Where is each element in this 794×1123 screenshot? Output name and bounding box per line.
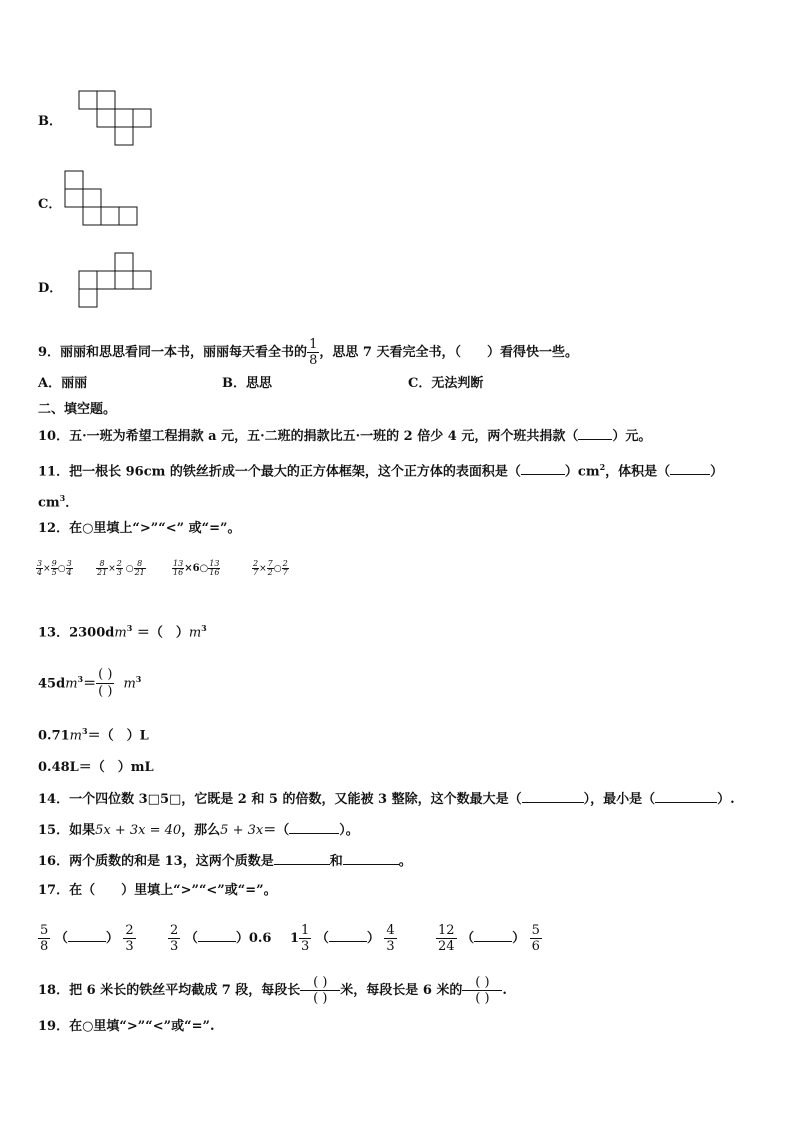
q17-3-paren-l: （ (315, 931, 329, 946)
q10-answer-blank[interactable] (578, 427, 612, 440)
q13-l1-unit: m (114, 625, 127, 641)
q13-l3-sup: 3 (82, 726, 88, 736)
q13-l3-unit: m (69, 728, 82, 744)
q13-l1-a: 13．2300d (38, 625, 115, 641)
q13-l2-eq: ＝ (83, 676, 97, 692)
q12-item-3 (172, 560, 220, 577)
q11-line2-unit: cm (38, 495, 60, 511)
q17-3-blank[interactable] (329, 929, 367, 942)
q17-4-blank[interactable] (474, 929, 512, 942)
q17-1-a-num: 5 (40, 923, 49, 938)
q17-2-a-num: 2 (170, 923, 179, 938)
q12-2-a-den: 21 (97, 568, 108, 577)
q11-volume-blank[interactable] (670, 462, 710, 475)
q16-text-c: 。 (398, 854, 412, 869)
q14-text-c: ）. (717, 792, 735, 807)
q14-min-blank[interactable] (655, 790, 717, 803)
q12-3-c-den: 16 (209, 568, 220, 577)
q12-1-op: × (43, 564, 51, 574)
q12-4-b-num: 7 (267, 559, 273, 568)
q11-text-a: 11．把一根长 96cm 的铁丝折成一个最大的正方体框架，这个正方体的表面积是（ (38, 464, 521, 480)
question-19: 19．在○里填“>”“<”或“=”. (38, 1019, 215, 1034)
q14-text-a: 14．一个四位数 3□5□，它既是 2 和 5 的倍数，又能被 3 整除，这个数最大是（ (38, 792, 522, 807)
q12-2-op: × (108, 564, 116, 574)
q9-frac-num: 1 (309, 337, 318, 352)
q12-3-c-num: 13 (209, 559, 220, 568)
q16-blank-1[interactable] (274, 852, 330, 865)
q16-text-a: 16．两个质数的和是 13，这两个质数是 (38, 854, 274, 869)
q11-line2-sup: 3 (59, 493, 66, 503)
option-c-net-figure (64, 170, 138, 230)
q18-frac1-num[interactable]: ( ) (300, 975, 340, 991)
q18-text-b: 米，每段长是 6 米的 (340, 983, 463, 998)
q9-choice-b[interactable]: B．思思 (222, 376, 272, 391)
q14-max-blank[interactable] (522, 790, 584, 803)
q13-l2-unit: m (65, 676, 78, 692)
q12-3-op[interactable]: ×6○ (184, 563, 209, 574)
q17-item-1 (38, 920, 136, 958)
question-14 (38, 790, 735, 809)
q12-4-a-den: 7 (253, 568, 259, 577)
question-13-line-2 (38, 662, 141, 701)
q11-sup: 2 (599, 462, 606, 472)
q17-1-a-den: 8 (40, 939, 49, 954)
q15-text-a: 15．如果 (38, 823, 96, 838)
question-13-line-1 (38, 619, 207, 642)
q13-l2-unit2: m (123, 676, 136, 692)
q15-text-b: ，那么 (181, 823, 221, 838)
q17-2-b-text: 0.6 (248, 931, 272, 946)
q17-2-blank[interactable] (198, 929, 236, 942)
question-9 (38, 337, 578, 368)
q18-text-c: . (502, 983, 507, 998)
section-title: 二、填空题。 (38, 402, 117, 417)
q17-1-paren-l: （ (54, 931, 68, 946)
q12-1-c-num: 3 (66, 559, 72, 568)
q18-frac1-den[interactable]: ( ) (313, 991, 328, 1006)
q12-2-c-den: 21 (134, 568, 145, 577)
q13-l1-unit2: m (188, 625, 202, 641)
q12-2-a-num: 8 (96, 560, 108, 569)
q14-text-b: ），最小是（ (583, 792, 656, 807)
q12-1-b-den: 5 (51, 568, 57, 577)
q17-4-paren-l: （ (461, 931, 475, 946)
q11-text-b: ）cm (564, 464, 600, 480)
q13-l2-a: 45d (38, 676, 66, 692)
q11-text-c: ，体积是（ (605, 464, 671, 480)
q12-item-1 (36, 560, 73, 577)
q15-text-c: ＝（ (263, 823, 290, 838)
question-18 (38, 972, 507, 1010)
q9-number: 9． (38, 345, 61, 360)
question-15 (38, 821, 359, 840)
q12-2-b-den: 3 (116, 568, 122, 577)
q12-1-a-den: 4 (37, 568, 43, 577)
option-d-label: D． (38, 281, 63, 296)
q12-4-circle[interactable]: ○ (273, 564, 282, 574)
q17-1-b-num: 2 (125, 923, 134, 938)
option-b-label: B． (38, 114, 62, 129)
q17-3-paren-r: ） (366, 931, 380, 946)
q9-text-b: ，思思 7 天看完全书，（ ）看得快一些。 (319, 345, 578, 360)
q17-3-b-num: 4 (386, 923, 395, 938)
q12-2-c-num: 8 (134, 560, 146, 569)
q12-4-b-den: 2 (267, 568, 273, 577)
q17-2-paren-r: ） (235, 931, 249, 946)
q12-1-c-den: 4 (66, 568, 72, 577)
q17-3-whole: 1 (290, 931, 300, 946)
q17-1-blank[interactable] (68, 929, 106, 942)
q13-l3-b[interactable]: ＝（ ）L (87, 728, 149, 744)
q12-item-4 (252, 560, 289, 577)
q18-frac2-den[interactable]: ( ) (475, 991, 490, 1006)
q17-1-b-den: 3 (125, 939, 134, 954)
q17-1-paren-r: ） (105, 931, 119, 946)
q12-item-2 (96, 560, 146, 577)
q11-area-blank[interactable] (521, 462, 565, 475)
q13-l2-sup: 3 (77, 674, 84, 684)
q9-frac-den: 8 (309, 353, 318, 368)
q17-4-a-den: 24 (438, 939, 455, 954)
q13-l2-den[interactable]: ( ) (98, 684, 113, 700)
q17-item-4 (436, 920, 542, 958)
q17-4-b-den: 6 (531, 939, 540, 954)
q9-choice-a[interactable]: A．丽丽 (38, 376, 88, 391)
q17-3-a-num: 1 (301, 923, 310, 938)
q12-4-c-num: 2 (282, 559, 288, 568)
q10-text-b: ）元。 (612, 429, 652, 444)
q9-choice-c[interactable]: C．无法判断 (408, 376, 484, 391)
q12-4-c-den: 7 (282, 568, 288, 577)
q12-3-a-num: 13 (173, 559, 184, 568)
q13-l3-a: 0.71 (38, 728, 70, 744)
q16-blank-2[interactable] (343, 852, 399, 865)
q12-1-b-num: 9 (51, 559, 57, 568)
q12-1-circle[interactable]: ○ (57, 564, 66, 574)
question-13-line-4[interactable]: 0.48L＝（ ）mL (38, 760, 154, 775)
q15-eq2: 5 + 3x (220, 823, 264, 838)
q17-item-3 (290, 920, 397, 958)
q17-4-b-num: 5 (531, 923, 540, 938)
q12-1-a-num: 3 (37, 559, 43, 568)
question-12: 12．在○里填上“>”“<” 或“=”。 (38, 521, 241, 536)
q17-2-paren-l: （ (184, 931, 198, 946)
question-16 (38, 852, 412, 871)
q9-text-a: 丽丽和思思看同一本书，丽丽每天看全书的 (60, 345, 308, 360)
q12-4-op: × (259, 564, 267, 574)
q13-l2-sup2: 3 (135, 674, 142, 684)
option-d-net-figure (78, 252, 152, 312)
q18-text-a: 18．把 6 米长的铁丝平均截成 7 段，每段长 (38, 983, 301, 998)
q15-answer-blank[interactable] (289, 821, 339, 834)
q17-4-a-num: 12 (438, 923, 455, 938)
q17-4-paren-r: ） (512, 931, 526, 946)
question-13-line-3 (38, 722, 149, 745)
q13-l1-b[interactable]: ＝（ ） (136, 625, 189, 641)
q12-2-circle[interactable]: ○ (125, 564, 134, 574)
q11-text-d: ） (710, 464, 724, 480)
question-11 (38, 458, 723, 481)
q11-line2-end: ． (65, 495, 79, 511)
question-17: 17．在（ ）里填上“>”“<”或“=”。 (38, 883, 277, 898)
q15-eq1: 5x + 3x = 40 (95, 823, 182, 838)
q17-3-a-den: 3 (301, 939, 310, 954)
q16-text-b: 和 (329, 854, 343, 869)
q12-3-a-den: 16 (173, 568, 184, 577)
option-b-net-figure (78, 90, 152, 150)
q15-text-d: ）。 (339, 823, 359, 838)
q17-3-b-den: 3 (386, 939, 395, 954)
q12-2-b-num: 2 (116, 559, 122, 568)
q12-4-a-num: 2 (253, 559, 259, 568)
q18-frac2-num[interactable]: ( ) (462, 975, 502, 991)
q13-l1-sup2: 3 (201, 623, 207, 633)
q17-item-2 (168, 920, 271, 958)
q13-l2-num[interactable]: ( ) (98, 667, 113, 683)
q10-text-a: 10．五·一班为希望工程捐款 a 元，五·二班的捐款比五·一班的 2 倍少 4 元，两个班共捐款（ (38, 429, 579, 444)
q11-line2 (38, 489, 78, 512)
q17-2-a-den: 3 (170, 939, 179, 954)
option-c-label: C． (38, 197, 62, 212)
q13-l1-sup: 3 (126, 623, 133, 633)
question-10 (38, 427, 651, 446)
